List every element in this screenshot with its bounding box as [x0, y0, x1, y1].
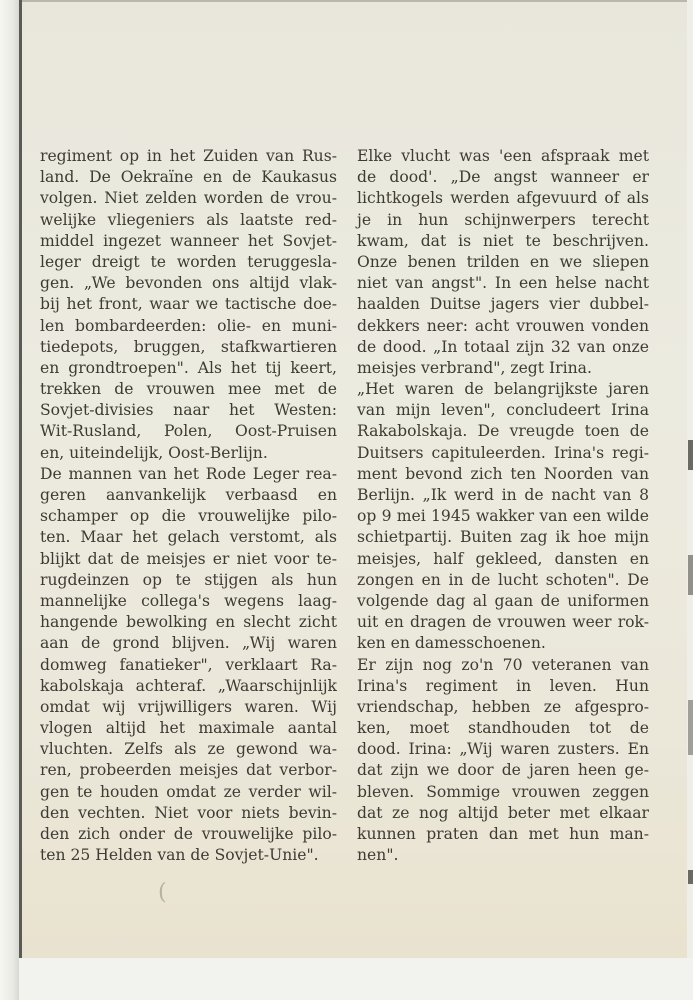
- article-paragraph: [357, 146, 649, 379]
- text-line: mannelijke collega's wegens laag-: [40, 591, 337, 610]
- text-line: gen. „We bevonden ons altijd vlak-: [40, 274, 337, 293]
- text-line: de dood'. „De angst wanneer er: [357, 168, 649, 187]
- text-line: den zich onder de vrouwelijke pilo-: [40, 825, 337, 843]
- text-line: volgen. Niet zelden worden de vrou-: [40, 189, 337, 208]
- text-line: meisjes verbrand", zegt Irina.: [357, 358, 592, 377]
- text-line: Berlijn. „Ik werd in de nacht van 8: [357, 486, 649, 504]
- text-line: je in hun schijnwerpers terecht: [357, 210, 649, 229]
- text-line: Elke vlucht was 'een afspraak met: [357, 147, 649, 165]
- text-line: vriendschap, hebben ze afgespro-: [357, 697, 649, 716]
- text-line: nen".: [357, 846, 399, 865]
- text-line: lichtkogels werden afgevuurd of als: [357, 189, 649, 208]
- text-line: Duitsers capituleerden. Irina's regi-: [357, 443, 649, 462]
- text-line: hangende bewolking en slecht zicht: [40, 613, 337, 632]
- text-line: den vechten. Niet voor niets bevin-: [40, 803, 337, 822]
- text-line: kabolskaja achteraf. „Waarschijnlijk: [40, 676, 337, 695]
- text-line: „Het waren de belangrijkste jaren: [357, 380, 649, 399]
- text-line: dood. Irina: „Wij waren zusters. En: [357, 740, 649, 759]
- text-line: Wit-Rusland, Polen, Oost-Pruisen: [40, 422, 337, 441]
- text-line: blijkt dat de meisjes er niet voor te-: [40, 549, 337, 568]
- text-line: zongen en in de lucht schoten". De: [357, 570, 649, 589]
- text-line: kwam, dat is niet te beschrijven.: [357, 231, 649, 250]
- text-line: volgende dag al gaan de uniformen: [357, 591, 649, 610]
- article-column-right: [357, 146, 649, 866]
- article-paragraph: [40, 464, 337, 867]
- text-line: Irina's regiment in leven. Hun: [357, 676, 649, 695]
- article-column-left: [40, 146, 337, 866]
- adjacent-column-fragment: [688, 700, 693, 755]
- text-line: gen te houden omdat ze verder wil-: [40, 782, 337, 801]
- text-line: niet van angst". In een helse nacht: [357, 274, 649, 293]
- text-line: len bombardeerden: olie- en muni-: [40, 316, 337, 335]
- scan-margin-left: [0, 0, 19, 1000]
- text-line: bleven. Sommige vrouwen zeggen: [357, 782, 649, 801]
- text-line: welijke vliegeniers als laatste red-: [40, 210, 337, 229]
- text-line: kunnen praten dan met hun man-: [357, 825, 649, 843]
- text-line: ren, probeerden meisjes dat verbor-: [40, 761, 337, 780]
- text-line: bij het front, waar we tactische doe-: [40, 295, 337, 314]
- text-line: meisjes, half gekleed, dansten en: [357, 549, 649, 568]
- text-line: tiedepots, bruggen, stafkwartieren: [40, 337, 337, 356]
- text-line: op 9 mei 1945 wakker van een wilde: [357, 507, 649, 526]
- text-line: schamper op die vrouwelijke pilo-: [40, 507, 337, 526]
- text-line: land. De Oekraïne en de Kaukasus: [40, 168, 337, 187]
- text-line: dat zijn we door de jaren heen ge-: [357, 761, 649, 780]
- text-line: vlogen altijd het maximale aantal: [40, 719, 337, 738]
- text-line: leger dreigt te worden teruggesla-: [40, 252, 337, 271]
- article-paragraph: [357, 379, 649, 654]
- paper-smudge: (: [158, 880, 167, 905]
- article-paragraph: [357, 655, 649, 867]
- text-line: regiment op in het Zuiden van Rus-: [40, 147, 337, 165]
- text-line: Rakabolskaja. De vreugde toen de: [357, 422, 649, 441]
- text-line: Sovjet-divisies naar het Westen:: [40, 401, 337, 420]
- text-line: Onze benen trilden en we sliepen: [357, 252, 649, 271]
- text-line: Er zijn nog zo'n 70 veteranen van: [357, 655, 649, 674]
- text-line: domweg fanatieker", verklaart Ra-: [40, 655, 337, 674]
- text-line: haalden Duitse jagers vier dubbel-: [357, 295, 649, 314]
- text-line: ken, moet standhouden tot de: [357, 719, 649, 738]
- adjacent-column-fragment: [688, 870, 693, 884]
- text-line: vluchten. Zelfs als ze gewond wa-: [40, 740, 337, 759]
- text-line: middel ingezet wanneer het Sovjet-: [40, 231, 337, 250]
- article-paragraph: [40, 146, 337, 464]
- text-line: ten 25 Helden van de Sovjet-Unie".: [40, 846, 319, 865]
- text-line: De mannen van het Rode Leger rea-: [40, 464, 337, 483]
- text-line: rugdeinzen op te stijgen als hun: [40, 570, 337, 589]
- text-line: schietpartij. Buiten zag ik hoe mijn: [357, 528, 649, 547]
- text-line: van mijn leven", concludeert Irina: [357, 401, 649, 420]
- text-line: dekkers neer: acht vrouwen vonden: [357, 316, 649, 335]
- text-line: de dood. „In totaal zijn 32 van onze: [357, 337, 649, 356]
- adjacent-column-fragment: [688, 440, 693, 470]
- text-line: ment bevond zich ten Noorden van: [357, 464, 649, 483]
- text-line: dat ze nog altijd beter met elkaar: [357, 803, 649, 822]
- text-line: geren aanvankelijk verbaasd en: [40, 486, 337, 504]
- text-line: aan de grond blijven. „Wij waren: [40, 634, 337, 653]
- scan-margin-bottom: [19, 958, 693, 1000]
- text-line: uit en dragen de vrouwen weer rok-: [357, 613, 649, 632]
- scan-margin-right: [687, 0, 693, 958]
- adjacent-column-fragment: [688, 555, 693, 595]
- text-line: ten. Maar het gelach verstomt, als: [40, 528, 337, 547]
- text-line: trekken de vrouwen mee met de: [40, 380, 337, 399]
- text-line: omdat wij vrijwilligers waren. Wij: [40, 697, 337, 716]
- text-line: en, uiteindelijk, Oost-Berlijn.: [40, 443, 268, 462]
- text-line: en grondtroepen". Als het tij keert,: [40, 358, 337, 377]
- text-line: ken en damesschoenen.: [357, 634, 546, 653]
